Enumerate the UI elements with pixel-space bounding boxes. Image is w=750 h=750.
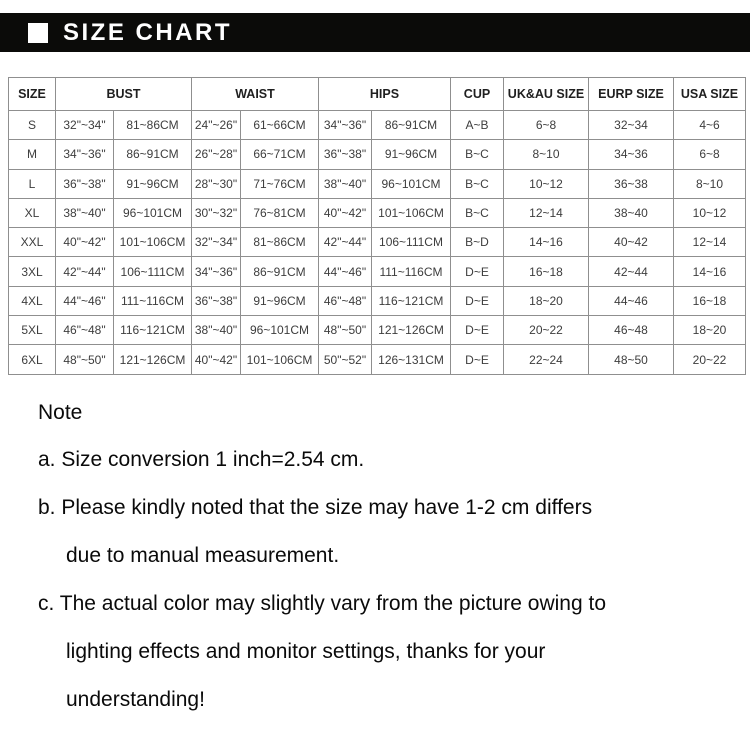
measurement-cell: 101~106CM	[372, 198, 451, 227]
measurement-cell: 91~96CM	[372, 140, 451, 169]
measurement-cell: 32~34	[589, 111, 674, 140]
column-header: USA SIZE	[674, 78, 746, 111]
header-row	[9, 78, 746, 111]
measurement-cell: 24"~26"	[192, 111, 241, 140]
measurement-cell: 86~91CM	[114, 140, 192, 169]
size-cell: 4XL	[9, 286, 56, 315]
measurement-cell: 4~6	[674, 111, 746, 140]
table-row	[9, 316, 746, 345]
measurement-cell: 40"~42"	[192, 345, 241, 374]
table-row	[9, 111, 746, 140]
measurement-cell: 40~42	[589, 228, 674, 257]
size-chart-table	[8, 77, 746, 375]
measurement-cell: 38"~40"	[192, 316, 241, 345]
measurement-cell: 16~18	[674, 286, 746, 315]
measurement-cell: 12~14	[674, 228, 746, 257]
size-cell: XL	[9, 198, 56, 227]
measurement-cell: 61~66CM	[241, 111, 319, 140]
page-title: SIZE CHART	[63, 18, 232, 46]
size-table-header	[9, 78, 746, 111]
measurement-cell: 121~126CM	[114, 345, 192, 374]
table-row	[9, 198, 746, 227]
measurement-cell: 116~121CM	[114, 316, 192, 345]
white-square-icon	[28, 23, 48, 43]
measurement-cell: 30"~32"	[192, 198, 241, 227]
measurement-cell: 48~50	[589, 345, 674, 374]
measurement-cell: 36"~38"	[192, 286, 241, 315]
size-cell: 3XL	[9, 257, 56, 286]
measurement-cell: 96~101CM	[241, 316, 319, 345]
size-cell: M	[9, 140, 56, 169]
measurement-cell: 42"~44"	[319, 228, 372, 257]
measurement-cell: 18~20	[504, 286, 589, 315]
measurement-cell: 46~48	[589, 316, 674, 345]
measurement-cell: 18~20	[674, 316, 746, 345]
column-header: HIPS	[319, 78, 451, 111]
size-cell: S	[9, 111, 56, 140]
measurement-cell: 36~38	[589, 169, 674, 198]
measurement-cell: 34"~36"	[319, 111, 372, 140]
measurement-cell: 106~111CM	[372, 228, 451, 257]
size-cell: 5XL	[9, 316, 56, 345]
table-row	[9, 140, 746, 169]
size-cell: XXL	[9, 228, 56, 257]
measurement-cell: 42~44	[589, 257, 674, 286]
table-row	[9, 228, 746, 257]
measurement-cell: 32"~34"	[56, 111, 114, 140]
measurement-cell: B~C	[451, 169, 504, 198]
measurement-cell: 44"~46"	[319, 257, 372, 286]
measurement-cell: 20~22	[504, 316, 589, 345]
measurement-cell: 10~12	[504, 169, 589, 198]
measurement-cell: 40"~42"	[319, 198, 372, 227]
measurement-cell: 86~91CM	[372, 111, 451, 140]
measurement-cell: 46"~48"	[56, 316, 114, 345]
measurement-cell: D~E	[451, 286, 504, 315]
measurement-cell: 10~12	[674, 198, 746, 227]
measurement-cell: 76~81CM	[241, 198, 319, 227]
measurement-cell: 22~24	[504, 345, 589, 374]
table-row	[9, 345, 746, 374]
measurement-cell: 111~116CM	[114, 286, 192, 315]
measurement-cell: B~D	[451, 228, 504, 257]
size-chart-title-bar	[0, 13, 750, 52]
measurement-cell: 81~86CM	[114, 111, 192, 140]
size-table-body	[9, 111, 746, 375]
notes-section	[38, 399, 738, 734]
note-lines	[38, 446, 738, 713]
measurement-cell: 26"~28"	[192, 140, 241, 169]
measurement-cell: 66~71CM	[241, 140, 319, 169]
measurement-cell: 20~22	[674, 345, 746, 374]
column-header: UK&AU SIZE	[504, 78, 589, 111]
measurement-cell: 6~8	[504, 111, 589, 140]
column-header: WAIST	[192, 78, 319, 111]
note-item-b: b. Please kindly noted that the size may have 1-2 cm differs	[38, 496, 593, 519]
measurement-cell: 34"~36"	[192, 257, 241, 286]
note-item-b-cont: due to manual measurement.	[66, 544, 340, 567]
measurement-cell: B~C	[451, 140, 504, 169]
measurement-cell: 48"~50"	[56, 345, 114, 374]
measurement-cell: 38"~40"	[319, 169, 372, 198]
measurement-cell: 86~91CM	[241, 257, 319, 286]
note-item-c-cont: understanding!	[66, 688, 205, 711]
measurement-cell: 36"~38"	[319, 140, 372, 169]
measurement-cell: 101~106CM	[241, 345, 319, 374]
measurement-cell: D~E	[451, 345, 504, 374]
measurement-cell: 6~8	[674, 140, 746, 169]
note-item-a: a. Size conversion 1 inch=2.54 cm.	[38, 448, 365, 471]
measurement-cell: 121~126CM	[372, 316, 451, 345]
measurement-cell: 126~131CM	[372, 345, 451, 374]
measurement-cell: 46"~48"	[319, 286, 372, 315]
measurement-cell: 32"~34"	[192, 228, 241, 257]
measurement-cell: 91~96CM	[241, 286, 319, 315]
measurement-cell: 91~96CM	[114, 169, 192, 198]
measurement-cell: B~C	[451, 198, 504, 227]
column-header: CUP	[451, 78, 504, 111]
measurement-cell: 38"~40"	[56, 198, 114, 227]
table-row	[9, 257, 746, 286]
measurement-cell: 42"~44"	[56, 257, 114, 286]
measurement-cell: 116~121CM	[372, 286, 451, 315]
measurement-cell: 106~111CM	[114, 257, 192, 286]
measurement-cell: 38~40	[589, 198, 674, 227]
measurement-cell: 16~18	[504, 257, 589, 286]
table-row	[9, 169, 746, 198]
measurement-cell: 34"~36"	[56, 140, 114, 169]
measurement-cell: 81~86CM	[241, 228, 319, 257]
measurement-cell: 71~76CM	[241, 169, 319, 198]
measurement-cell: 111~116CM	[372, 257, 451, 286]
note-item-c-cont: lighting effects and monitor settings, thanks for your	[66, 640, 546, 663]
measurement-cell: 12~14	[504, 198, 589, 227]
measurement-cell: 96~101CM	[114, 198, 192, 227]
measurement-cell: 14~16	[674, 257, 746, 286]
column-header: BUST	[56, 78, 192, 111]
measurement-cell: 14~16	[504, 228, 589, 257]
measurement-cell: D~E	[451, 316, 504, 345]
measurement-cell: A~B	[451, 111, 504, 140]
measurement-cell: 50"~52"	[319, 345, 372, 374]
measurement-cell: 8~10	[674, 169, 746, 198]
notes-heading: Note	[38, 401, 83, 424]
measurement-cell: 101~106CM	[114, 228, 192, 257]
note-item-c: c. The actual color may slightly vary from the picture owing to	[38, 592, 607, 615]
measurement-cell: 48"~50"	[319, 316, 372, 345]
measurement-cell: 28"~30"	[192, 169, 241, 198]
measurement-cell: 36"~38"	[56, 169, 114, 198]
measurement-cell: 44"~46"	[56, 286, 114, 315]
column-header: SIZE	[9, 78, 56, 111]
size-cell: 6XL	[9, 345, 56, 374]
measurement-cell: D~E	[451, 257, 504, 286]
table-row	[9, 286, 746, 315]
column-header: EURP SIZE	[589, 78, 674, 111]
measurement-cell: 34~36	[589, 140, 674, 169]
measurement-cell: 8~10	[504, 140, 589, 169]
measurement-cell: 40"~42"	[56, 228, 114, 257]
size-cell: L	[9, 169, 56, 198]
measurement-cell: 96~101CM	[372, 169, 451, 198]
measurement-cell: 44~46	[589, 286, 674, 315]
